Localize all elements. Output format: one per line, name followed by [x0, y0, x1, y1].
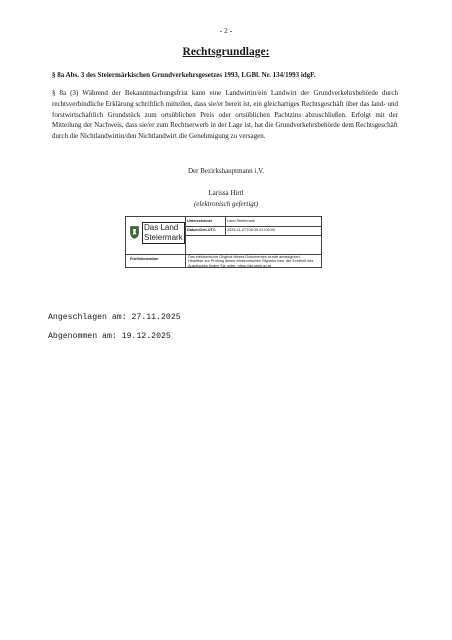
signer-name: Larissa Hirtl	[208, 189, 244, 197]
law-body-text: § 8a (3) Während der Bekanntmachungsfrist kann eine Landwirtin/ein Landwirt der Grundverkehrsbehörde durch rechtsverbindliche Erklärung schriftlich mitteilen, dass sie/er bereit ist, ein gleichartiges Rechtsgeschäft über das land- und forstwirtschaftlich Grundstück zum ortsüblichen Preis oder ortsüblichen Pachtzins abzuschließen. Erfolgt mit der Mitteilung der Nachweis, dass sie/er zum Rechtserwerb in der Lage ist, hat die Grundverkehrsbehörde dem Rechtsgeschäft durch die Nichtlandwirtin/den Nichtlandwirt die Genehmigung zu versagen.	[52, 89, 398, 141]
signer-label: Unterzeichner	[187, 219, 213, 223]
signature-logo	[126, 217, 186, 255]
law-reference: § 8a Abs. 3 des Steiermärkischen Grundverkehrsgesetzes 1993, LGBl. Nr. 134/1993 idgF.	[52, 71, 316, 79]
date-label: Datum/Zeit-UTC	[187, 228, 216, 232]
signature-row-check	[126, 254, 321, 267]
check-label: Prüfinformation	[130, 257, 159, 261]
removed-stamp: Abgenommen am: 19.12.2025	[48, 332, 171, 341]
signature-row-blank	[185, 235, 321, 255]
coat-of-arms-icon	[130, 226, 139, 239]
signature-block	[125, 216, 322, 268]
logo-line-1: Das Land	[144, 223, 179, 232]
posted-stamp: Angeschlagen am: 27.11.2025	[48, 313, 181, 322]
page-heading: Rechtsgrundlage:	[182, 46, 270, 58]
signer-value: Land Steiermark	[227, 219, 255, 223]
date-value: 2025-11-27T08:39:41+00:00	[227, 228, 275, 232]
check-value: Das elektronische Original dieses Dokumentes wurde amtssigniert. Hinweise zur Prüfung dieser elektronischen Signatur bzw. der Echtheit des Ausdruckes finden Sie unter: https://as.stmk.gv.at	[188, 255, 314, 268]
logo-text	[142, 222, 185, 244]
signer-note: (elektronisch gefertigt)	[193, 200, 259, 208]
page-number: - 2 -	[219, 26, 233, 35]
logo-line-2: Steiermark	[144, 233, 183, 242]
signer-title: Der Bezirkshauptmann i.V.	[187, 167, 265, 175]
